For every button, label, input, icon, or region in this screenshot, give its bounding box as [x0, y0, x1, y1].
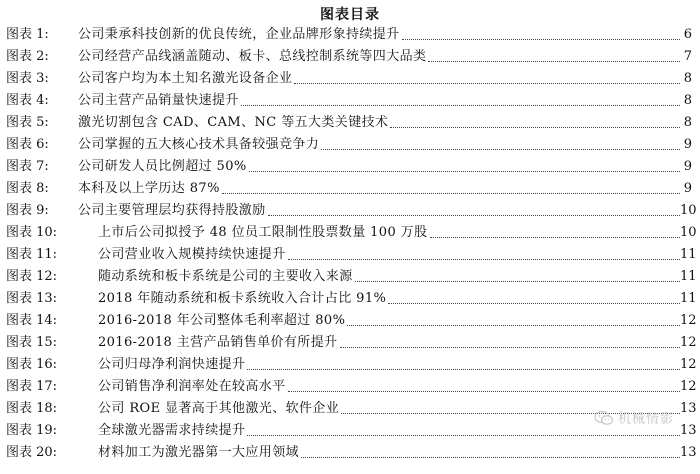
toc-entry[interactable] — [0, 288, 700, 310]
toc-entry-page: 13 — [680, 423, 697, 438]
toc-entry-label: 图表 18: — [6, 401, 58, 416]
toc-entry[interactable] — [0, 112, 700, 134]
toc-entry-label: 图表 5: — [6, 115, 49, 130]
toc-entry-text[interactable]: 随动系统和板卡系统是公司的主要收入来源 — [98, 269, 353, 284]
toc-entry-text[interactable]: 全球激光器需求持续提升 — [98, 423, 246, 438]
toc-entry[interactable] — [0, 178, 700, 200]
dot-leader — [241, 105, 680, 106]
toc-entry-page: 9 — [683, 181, 692, 196]
toc-entry-text[interactable]: 公司秉承科技创新的优良传统，企业品牌形象持续提升 — [78, 27, 400, 42]
toc-entry-label: 图表 8: — [6, 181, 49, 196]
toc-entry-label: 图表 6: — [6, 137, 49, 152]
dot-leader — [301, 457, 680, 458]
dot-leader — [249, 171, 680, 172]
watermark-text: 机械情影 — [617, 412, 674, 427]
toc-entry-text[interactable]: 公司客户均为本土知名激光设备企业 — [78, 71, 293, 86]
dot-leader — [430, 237, 681, 238]
toc-entry-text[interactable]: 公司营业收入规模持续快速提升 — [98, 247, 286, 262]
dot-leader — [294, 83, 680, 84]
toc-entry-page: 9 — [683, 159, 692, 174]
toc-entry-label: 图表 3: — [6, 71, 49, 86]
toc-entry-text[interactable]: 2016-2018 主营产品销售单价有所提升 — [98, 335, 338, 350]
page-title: 图表目录 — [320, 7, 380, 23]
toc-entry-page: 9 — [683, 137, 692, 152]
toc-entry-page: 13 — [680, 445, 697, 460]
toc-entry-label: 图表 10: — [6, 225, 58, 240]
toc-entry-page: 12 — [680, 313, 697, 328]
toc-entry-page: 11 — [680, 291, 697, 306]
toc-entry[interactable] — [0, 24, 700, 46]
toc-entry-text[interactable]: 上市后公司拟授予 48 位员工限制性股票数量 100 万股 — [98, 225, 428, 240]
toc-entry[interactable] — [0, 376, 700, 398]
toc-entry[interactable] — [0, 222, 700, 244]
toc-entry[interactable] — [0, 244, 700, 266]
toc-entry-text[interactable]: 2016-2018 年公司整体毛利率超过 80% — [98, 313, 346, 328]
toc-entry-text[interactable]: 公司掌握的五大核心技术具备较强竞争力 — [78, 137, 320, 152]
toc-entry[interactable] — [0, 354, 700, 376]
toc-entry-text[interactable]: 公司经营产品线涵盖随动、板卡、总线控制系统等四大品类 — [78, 49, 427, 64]
toc-entry-text[interactable]: 公司 ROE 显著高于其他激光、软件企业 — [98, 401, 340, 416]
toc-entry-label: 图表 14: — [6, 313, 58, 328]
toc-entry-page: 11 — [680, 247, 697, 262]
dot-leader — [390, 127, 680, 128]
toc-entry-page: 12 — [680, 379, 697, 394]
dot-leader — [247, 369, 680, 370]
toc-entry[interactable] — [0, 156, 700, 178]
toc-entry[interactable] — [0, 266, 700, 288]
toc-entry-text[interactable]: 公司归母净利润快速提升 — [98, 357, 246, 372]
toc-entry-label: 图表 13: — [6, 291, 58, 306]
toc-entry-label: 图表 4: — [6, 93, 49, 108]
dot-leader — [321, 149, 680, 150]
toc-entry-text[interactable]: 激光切割包含 CAD、CAM、NC 等五大类关键技术 — [78, 115, 389, 130]
toc-entry[interactable] — [0, 442, 700, 464]
toc-entry-label: 图表 9: — [6, 203, 49, 218]
toc-entry-text[interactable]: 2018 年随动系统和板卡系统收入合计占比 91% — [98, 291, 387, 306]
toc-entry-label: 图表 19: — [6, 423, 58, 438]
toc-entry[interactable] — [0, 68, 700, 90]
dot-leader — [222, 193, 680, 194]
dot-leader — [340, 347, 681, 348]
toc-entry-page: 12 — [680, 357, 697, 372]
dot-leader — [268, 215, 680, 216]
toc-entry-label: 图表 1: — [6, 27, 49, 42]
toc-entry-page: 12 — [680, 335, 697, 350]
toc-entry-label: 图表 15: — [6, 335, 58, 350]
toc-entry-page: 11 — [680, 269, 697, 284]
toc-entry-page: 13 — [680, 401, 697, 416]
toc-entry-label: 图表 16: — [6, 357, 58, 372]
toc-entry-text[interactable]: 材料加工为激光器第一大应用领域 — [98, 445, 300, 460]
toc-entry-label: 图表 7: — [6, 159, 49, 174]
dot-leader — [388, 303, 680, 304]
toc-entry-page: 10 — [680, 203, 697, 218]
toc-entry-page: 8 — [683, 71, 692, 86]
toc-entry-page: 8 — [683, 115, 692, 130]
dot-leader — [247, 435, 680, 436]
toc-entry-text[interactable]: 公司销售净利润率处在较高水平 — [98, 379, 286, 394]
toc-entry-label: 图表 17: — [6, 379, 58, 394]
toc-entry-text[interactable]: 本科及以上学历达 87% — [78, 181, 220, 196]
toc-entry-page: 10 — [680, 225, 697, 240]
dot-leader — [288, 391, 680, 392]
toc-entry[interactable] — [0, 46, 700, 68]
toc-entry-label: 图表 11: — [6, 247, 58, 262]
toc-entry-label: 图表 20: — [6, 445, 58, 460]
toc-entry-text[interactable]: 公司主要管理层均获得持股激励 — [78, 203, 266, 218]
toc-entry-page: 8 — [683, 93, 692, 108]
toc-entry[interactable] — [0, 332, 700, 354]
toc-entry-page: 7 — [683, 49, 692, 64]
dot-leader — [288, 259, 680, 260]
dot-leader — [402, 39, 680, 40]
toc-entry[interactable] — [0, 90, 700, 112]
toc-entry[interactable] — [0, 134, 700, 156]
toc-entry[interactable] — [0, 200, 700, 222]
toc-entry-text[interactable]: 公司研发人员比例超过 50% — [78, 159, 247, 174]
dot-leader — [347, 325, 680, 326]
watermark — [594, 408, 674, 427]
toc-entry-label: 图表 12: — [6, 269, 58, 284]
toc-entry-page: 6 — [683, 27, 692, 42]
wechat-icon — [594, 410, 614, 426]
dot-leader — [355, 281, 680, 282]
toc-entry-text[interactable]: 公司主营产品销量快速提升 — [78, 93, 239, 108]
toc-entry[interactable] — [0, 310, 700, 332]
toc-entry-label: 图表 2: — [6, 49, 49, 64]
dot-leader — [428, 61, 680, 62]
